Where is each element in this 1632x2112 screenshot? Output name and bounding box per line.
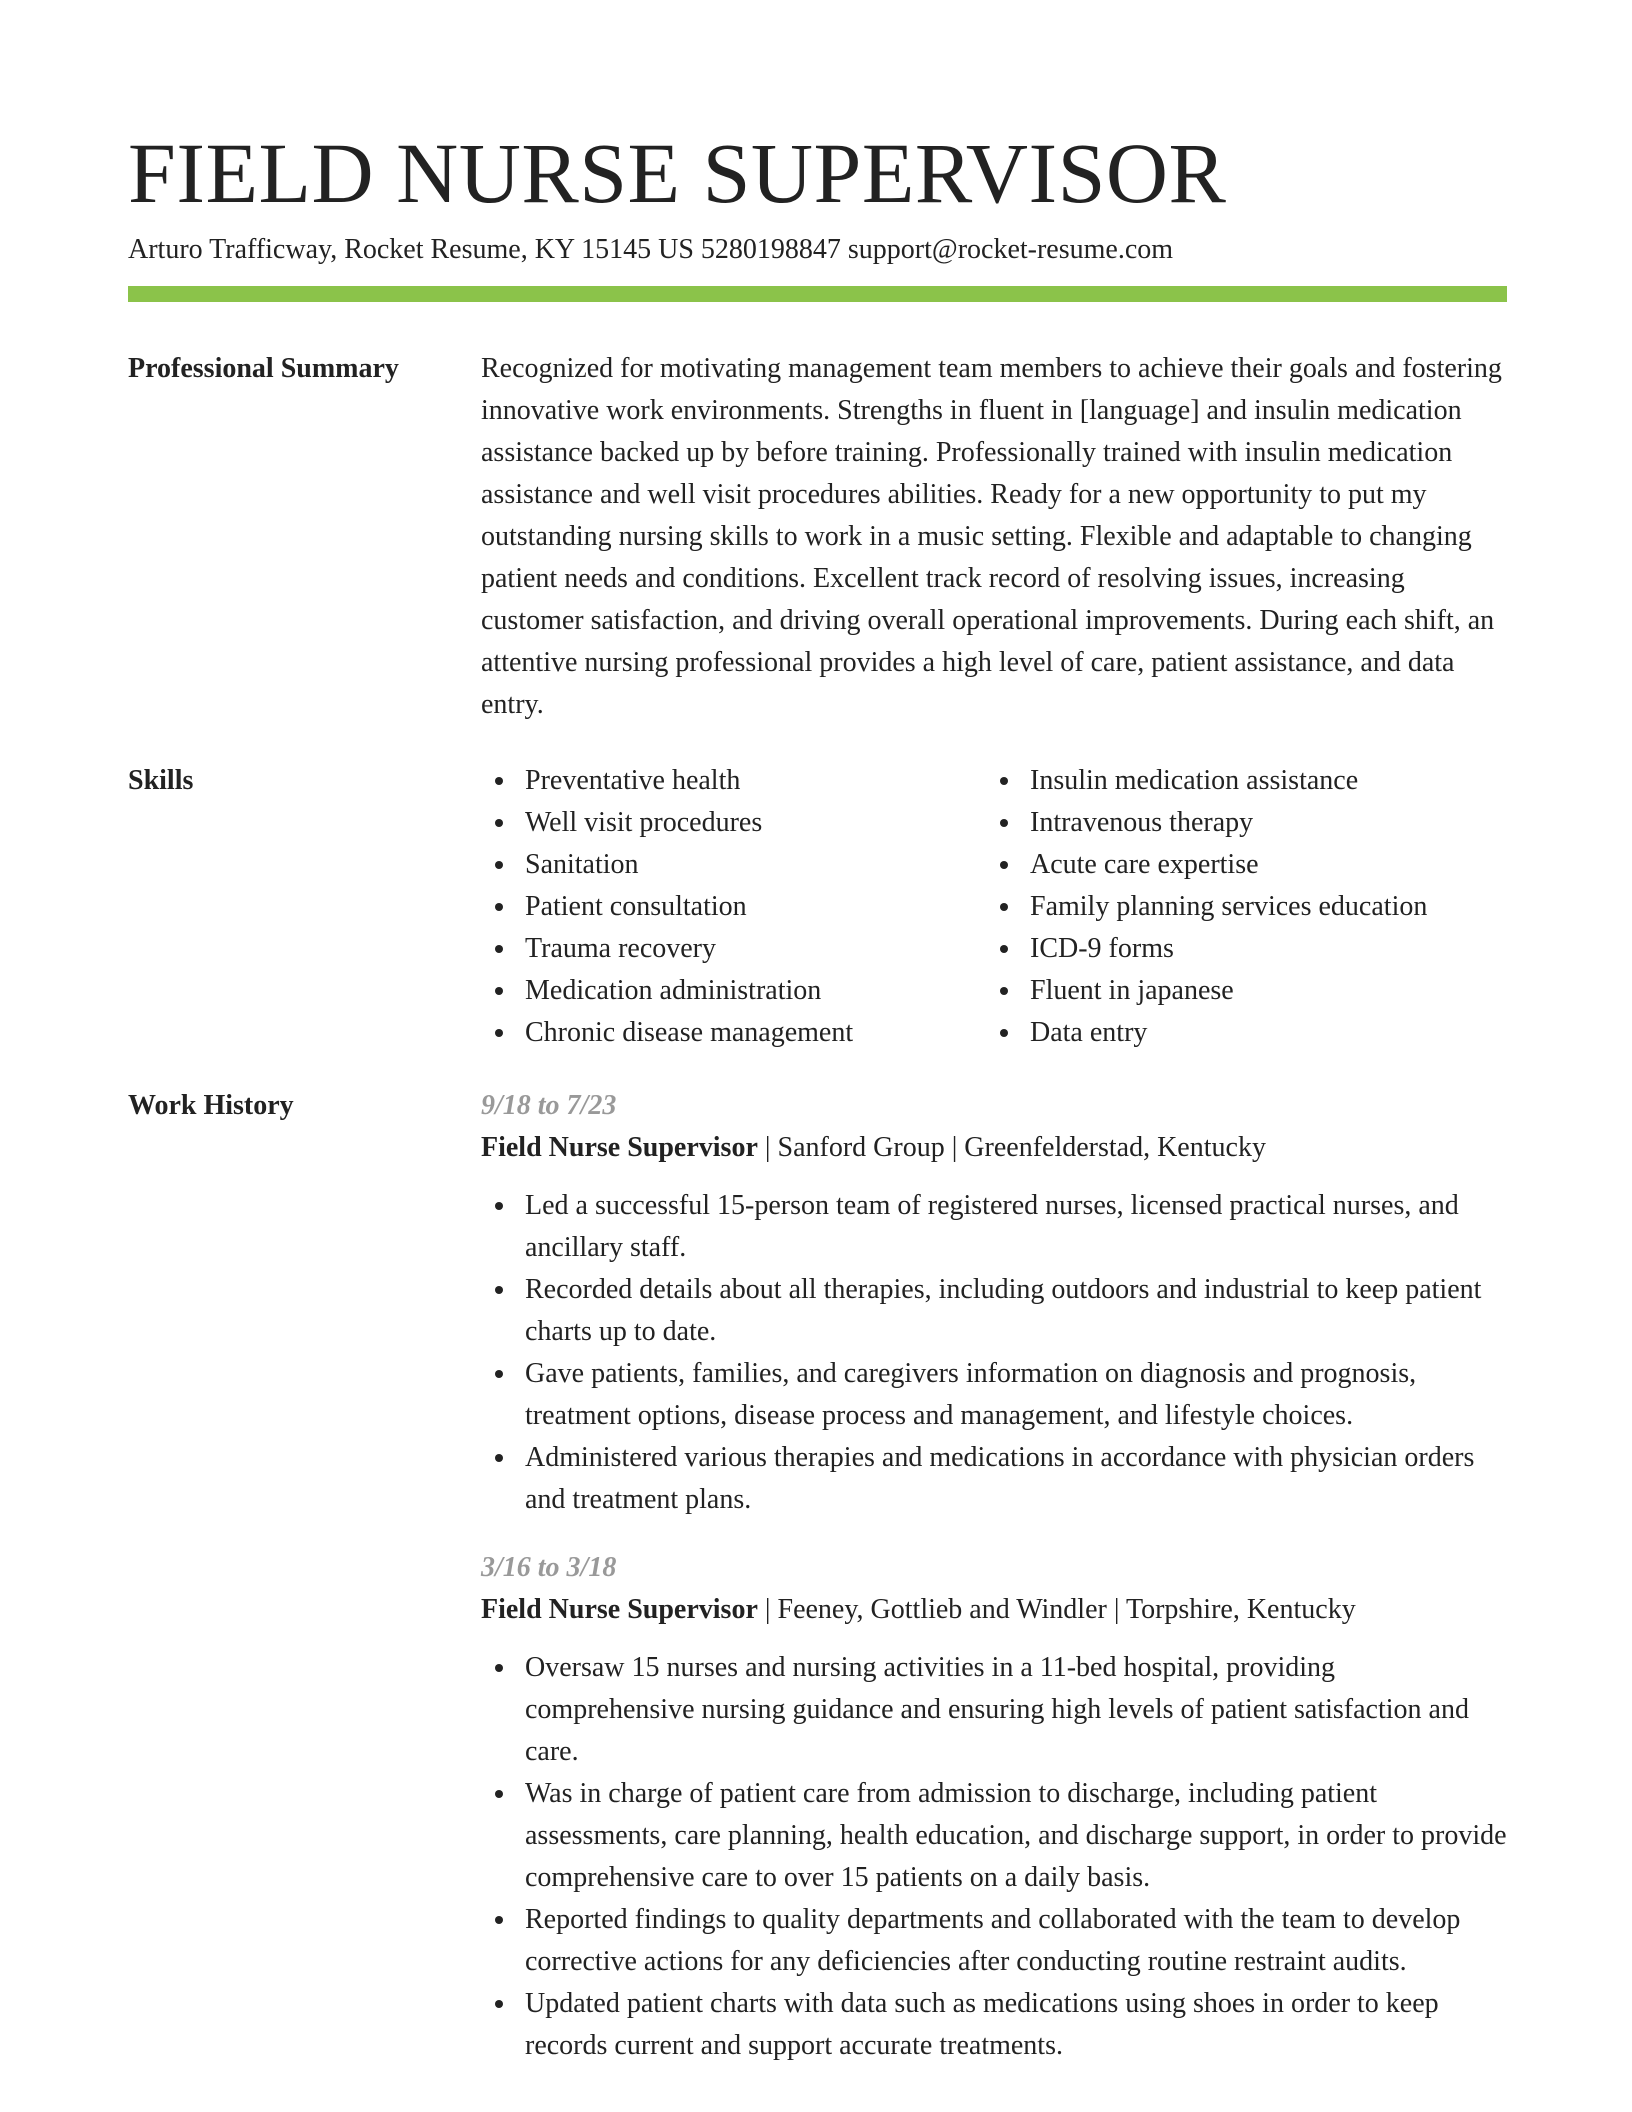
job-bullet xyxy=(481,1773,1511,1899)
skill-item xyxy=(986,844,1491,886)
bullet-icon xyxy=(1000,777,1008,785)
skill-label: Trauma recovery xyxy=(525,933,717,964)
skill-label: Data entry xyxy=(1030,1017,1148,1048)
job-bullet xyxy=(481,1647,1511,1773)
skill-item xyxy=(986,928,1491,970)
job-bullets xyxy=(481,1647,1511,2067)
skill-label: Intravenous therapy xyxy=(1030,807,1254,838)
skill-item xyxy=(986,886,1491,928)
summary-text: Recognized for motivating management team members to achieve their goals and fostering innovative work environments. Strengths in fluent in [language] and insulin medication assistance backed up by before training. Professionally trained with insulin medication assistance and well visit procedures abilities. Ready for a new opportunity to put my outstanding nursing skills to work in a music setting. Flexible and adaptable to changing patient needs and conditions. Excellent track record of resolving issues, increasing customer satisfaction, and driving overall operational improvements. During each shift, an attentive nursing professional provides a high level of care, patient assistance, and data entry. xyxy=(481,353,1502,720)
bullet-icon xyxy=(495,777,503,785)
summary-section xyxy=(481,348,1511,726)
bullet-icon xyxy=(1000,861,1008,869)
skill-item xyxy=(986,760,1491,802)
bullet-icon xyxy=(495,1664,503,1672)
bullet-icon xyxy=(1000,945,1008,953)
skill-label: Patient consultation xyxy=(525,891,747,922)
skill-label: Family planning services education xyxy=(1030,891,1428,922)
skill-item xyxy=(481,844,986,886)
job-dates: 9/18 to 7/23 xyxy=(481,1090,617,1121)
bullet-icon xyxy=(495,1454,503,1462)
bullet-icon xyxy=(1000,819,1008,827)
bullet-icon xyxy=(1000,987,1008,995)
bullet-icon xyxy=(495,945,503,953)
job-heading xyxy=(481,1127,1511,1169)
job-employer-location: | Feeney, Gottlieb and Windler | Torpshire, Kentucky xyxy=(757,1594,1356,1625)
bullet-icon xyxy=(495,819,503,827)
bullet-icon xyxy=(495,1202,503,1210)
skills-section xyxy=(481,760,1511,1054)
job-bullet xyxy=(481,1353,1511,1437)
skills-list-right xyxy=(986,760,1491,1054)
job-bullet-text: Oversaw 15 nurses and nursing activities in a 11-bed hospital, providing comprehensive nursing guidance and ensuring high levels of patient satisfaction and care. xyxy=(525,1652,1469,1767)
skill-item xyxy=(481,1012,986,1054)
bullet-icon xyxy=(495,1370,503,1378)
skill-item xyxy=(481,886,986,928)
skills-label: Skills xyxy=(128,765,194,796)
skill-item xyxy=(986,970,1491,1012)
skill-item xyxy=(986,1012,1491,1054)
resume-title: FIELD NURSE SUPERVISOR xyxy=(128,125,1227,221)
job-bullet xyxy=(481,1899,1511,1983)
job-entry xyxy=(481,1547,1511,2067)
job-employer-location: | Sanford Group | Greenfelderstad, Kentucky xyxy=(757,1132,1266,1163)
skill-label: Insulin medication assistance xyxy=(1030,765,1359,796)
header-divider xyxy=(128,286,1507,302)
job-bullet-text: Was in charge of patient care from admission to discharge, including patient assessments, care planning, health education, and discharge support, in order to provide comprehensive care to over 15 patients on a daily basis. xyxy=(525,1778,1507,1893)
job-bullet-text: Reported findings to quality departments and collaborated with the team to develop corrective actions for any deficiencies after conducting routine restraint audits. xyxy=(525,1904,1461,1977)
job-bullet xyxy=(481,1437,1511,1521)
skills-list-left xyxy=(481,760,986,1054)
bullet-icon xyxy=(495,1916,503,1924)
job-bullet xyxy=(481,1269,1511,1353)
skill-label: Chronic disease management xyxy=(525,1017,854,1048)
skill-item xyxy=(481,928,986,970)
bullet-icon xyxy=(495,2000,503,2008)
job-heading xyxy=(481,1589,1511,1631)
skill-label: Well visit procedures xyxy=(525,807,763,838)
skill-item xyxy=(481,802,986,844)
bullet-icon xyxy=(495,1790,503,1798)
skill-label: Acute care expertise xyxy=(1030,849,1259,880)
job-bullet-text: Recorded details about all therapies, including outdoors and industrial to keep patient charts up to date. xyxy=(525,1274,1482,1347)
contact-info: Arturo Trafficway, Rocket Resume, KY 15145 US 5280198847 support@rocket-resume.com xyxy=(128,234,1174,265)
job-title: Field Nurse Supervisor xyxy=(481,1594,758,1625)
skill-item xyxy=(986,802,1491,844)
job-bullet xyxy=(481,1185,1511,1269)
bullet-icon xyxy=(495,987,503,995)
bullet-icon xyxy=(495,861,503,869)
bullet-icon xyxy=(1000,1029,1008,1037)
skill-label: Fluent in japanese xyxy=(1030,975,1234,1006)
summary-label: Professional Summary xyxy=(128,353,399,384)
skill-label: ICD-9 forms xyxy=(1030,933,1174,964)
skill-label: Sanitation xyxy=(525,849,639,880)
work-history-label: Work History xyxy=(128,1090,294,1121)
job-bullet-text: Updated patient charts with data such as medications using shoes in order to keep records current and support accurate treatments. xyxy=(525,1988,1439,2061)
job-dates: 3/16 to 3/18 xyxy=(481,1552,617,1583)
job-spacer xyxy=(481,1521,1511,1547)
bullet-icon xyxy=(495,1029,503,1037)
bullet-icon xyxy=(1000,903,1008,911)
job-bullets xyxy=(481,1185,1511,1521)
skills-grid xyxy=(481,760,1511,1054)
work-history-section xyxy=(481,1085,1511,2067)
bullet-icon xyxy=(495,903,503,911)
job-title: Field Nurse Supervisor xyxy=(481,1132,758,1163)
job-bullet-text: Gave patients, families, and caregivers information on diagnosis and prognosis, treatment options, disease process and management, and lifestyle choices. xyxy=(525,1358,1417,1431)
bullet-icon xyxy=(495,1286,503,1294)
job-bullet-text: Administered various therapies and medications in accordance with physician orders and treatment plans. xyxy=(525,1442,1475,1515)
job-bullet-text: Led a successful 15-person team of registered nurses, licensed practical nurses, and ancillary staff. xyxy=(525,1190,1459,1263)
job-entry xyxy=(481,1085,1511,1521)
skill-label: Preventative health xyxy=(525,765,741,796)
skill-label: Medication administration xyxy=(525,975,822,1006)
skill-item xyxy=(481,970,986,1012)
skill-item xyxy=(481,760,986,802)
job-bullet xyxy=(481,1983,1511,2067)
